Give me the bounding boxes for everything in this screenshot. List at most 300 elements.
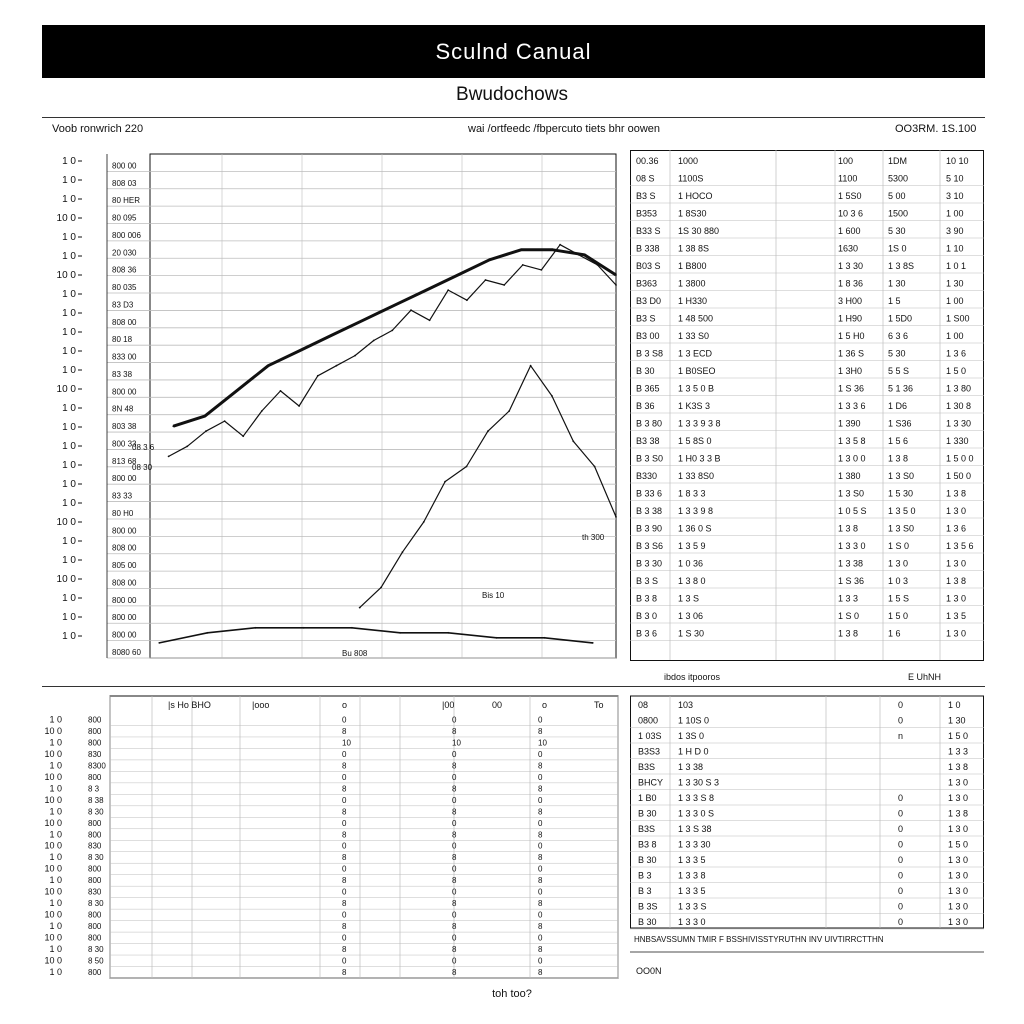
grid-row-label: 800	[88, 933, 102, 943]
ledger-cell: 1 30	[948, 715, 966, 726]
ledger-cell: 1 3 30 S 3	[678, 777, 720, 788]
ledger-cell: B 3 30	[636, 558, 663, 569]
ledger-cell: 1 330	[946, 436, 969, 446]
grid-cell: 0	[538, 933, 543, 943]
grid-cell: 8	[452, 853, 457, 863]
grid-cell: 8	[342, 830, 347, 840]
ledger-header-cell: 1000	[678, 156, 699, 166]
series-point-1	[541, 269, 543, 271]
grid-cell: 8	[342, 899, 347, 909]
grid-row-label: 8 30	[88, 853, 104, 863]
ledger-cell: 1 380	[838, 471, 861, 481]
grid-cell: 0	[538, 956, 543, 966]
series-point-1	[466, 299, 468, 301]
series-point-1	[429, 319, 431, 321]
ledger-cell: B 33 6	[636, 488, 663, 499]
ledger-cell: 1 3 5 6	[946, 541, 974, 551]
ledger-cell: B 3 S	[636, 576, 659, 586]
grid-cell: 8	[538, 968, 543, 977]
ledger-cell: B 3 S6	[636, 541, 664, 551]
grid-header-label: 00	[492, 700, 503, 710]
ledger-cell: 1 30	[888, 278, 906, 289]
series-point-0	[425, 289, 427, 291]
ledger-cell: 1 5 6	[888, 436, 909, 446]
y-tick-label: 10 0	[56, 270, 76, 281]
ledger-cell: 1 3 6	[946, 523, 967, 534]
grid-cell: 8	[342, 807, 347, 817]
ledger-cell: B 3 90	[636, 523, 663, 534]
ledger-cell: 1 3800	[678, 278, 706, 289]
series-point-0	[204, 415, 206, 417]
ledger-cell: B3 8	[638, 839, 657, 850]
series-line-0	[173, 250, 616, 426]
grid-cell: 0	[342, 933, 347, 943]
ledger-cell: 1 H330	[678, 296, 708, 306]
grid-y-tick: 10 0	[44, 840, 62, 851]
series-point-0	[552, 249, 554, 251]
ledger-header-cell: 1 0	[948, 700, 961, 710]
grid-y-tick: 10 0	[44, 932, 62, 943]
grid-row-label: 800	[88, 910, 102, 920]
y-tick-label: 1 0	[62, 612, 76, 623]
ledger-cell: B 3 38	[636, 506, 663, 516]
ledger-cell: 1 3 30	[838, 261, 864, 271]
meta-center: wai /ortfeedc /fbpercuto tiets bhr oowen	[468, 123, 660, 135]
ledger-header-cell: 1DM	[888, 156, 908, 166]
ledger-cell: B3S3	[638, 746, 661, 757]
grid-row-label: 8 30	[88, 945, 104, 955]
ledger-cell: 1 36 0 S	[678, 523, 712, 534]
ledger-cell: 1 5D0	[888, 313, 913, 324]
ledger-cell: 0	[898, 886, 904, 896]
ledger-cell: 5 30	[888, 226, 906, 236]
series-point-2	[572, 440, 574, 442]
grid-header-label: o	[542, 700, 548, 710]
grid-y-tick: 10 0	[44, 909, 62, 920]
series-point-1	[205, 430, 207, 432]
grid-cell: 8	[342, 761, 347, 771]
grid-y-tick: 1 0	[49, 898, 62, 909]
series-point-2	[402, 551, 404, 553]
ledger-cell: 0800	[638, 715, 659, 726]
ledger-cell: 1 3 0	[948, 870, 969, 881]
grid-cell: 0	[342, 795, 347, 805]
series-point-1	[354, 355, 356, 357]
row-label: 805 00	[112, 561, 137, 571]
grid-y-tick: 1 0	[49, 737, 62, 748]
ledger-cell: 1 6	[888, 628, 901, 639]
row-label: 803 38	[112, 422, 137, 432]
series-point-1	[280, 390, 282, 392]
ledger-cell: 1S 30 880	[678, 226, 720, 236]
grid-row-label: 800	[88, 772, 102, 782]
ledger-cell: 1 S36	[888, 418, 912, 429]
ledger-cell: 1 5S0	[838, 191, 862, 201]
ledger-cell: 1 3 0 0	[838, 453, 866, 464]
ledger-cell: 1 3 38	[678, 762, 704, 772]
grid-row-label: 800	[88, 864, 102, 874]
ledger-cell: 1 3H0	[838, 366, 863, 376]
bottom-left-grid-panel	[42, 690, 620, 980]
ledger-cell: 1 8S30	[678, 208, 707, 219]
grid-header-label: To	[594, 700, 604, 710]
grid-header-label: |00	[442, 700, 455, 710]
chart-annotation: Bu 808	[342, 649, 368, 658]
ledger-cell: 1 3 3 0	[838, 541, 866, 551]
grid-header-label: o	[342, 700, 348, 710]
grid-cell: 0	[538, 715, 543, 725]
series-point-0	[394, 304, 396, 306]
series-point-0	[362, 319, 364, 321]
grid-y-tick: 1 0	[49, 760, 62, 771]
ledger-cell: 1 3 3 5	[678, 855, 706, 865]
row-label: 800 00	[112, 630, 137, 640]
grid-cell: 8	[538, 922, 543, 932]
ledger-cell: 5 30	[888, 348, 906, 359]
row-label: 808 00	[112, 578, 137, 588]
y-tick-label: 1 0	[62, 536, 76, 547]
ledger-cell: 1 0 3	[888, 576, 909, 586]
grid-y-tick: 1 0	[49, 806, 62, 817]
grid-y-tick: 1 0	[49, 714, 62, 725]
row-label: 800 00	[112, 595, 137, 605]
grid-y-tick: 10 0	[44, 725, 62, 736]
grid-header-label: |s Ho BHO	[168, 700, 211, 710]
grid-y-tick: 10 0	[44, 794, 62, 805]
series-point-1	[597, 264, 599, 266]
chart-annotation: Bis 10	[482, 591, 505, 600]
ledger-cell: 1 5 0	[946, 366, 967, 376]
ledger-cell: 0	[898, 901, 904, 912]
ledger-cell: 1 3 5 0	[888, 506, 916, 516]
page-subtitle: Bwudochows	[456, 84, 568, 105]
series-point-1	[522, 264, 524, 266]
ledger-cell: 1 3 80	[946, 383, 972, 394]
right-ledger-panel	[630, 150, 984, 685]
ledger-cell: B3 S	[636, 313, 656, 324]
ledger-cell: 1 3 3 6	[838, 401, 866, 411]
y-tick-label: 10 0	[56, 213, 76, 224]
series-point-1	[298, 405, 300, 407]
y-tick-label: 10 0	[56, 384, 76, 395]
series-point-1	[615, 284, 617, 286]
ledger-cell: 1 3 0	[946, 506, 967, 516]
ledger-cell: 1100	[838, 173, 858, 184]
ledger-cell: 1 3 0	[948, 886, 969, 896]
series-point-3	[399, 632, 401, 634]
y-tick-label: 1 0	[62, 346, 76, 357]
ledger-cell: 1 50 0	[946, 471, 972, 481]
y-tick-label: 1 0	[62, 498, 76, 509]
grid-cell: 0	[538, 864, 543, 874]
series-point-1	[168, 456, 170, 458]
grid-cell: 8	[538, 807, 543, 817]
grid-cell: 8	[452, 899, 457, 909]
ledger-cell: B 338	[636, 243, 660, 254]
series-point-3	[255, 627, 257, 629]
ledger-cell: 1 3 0	[948, 793, 969, 803]
row-label: 8080 60	[112, 648, 141, 657]
ledger-cell: 1 3 0	[948, 855, 969, 865]
grid-y-tick: 10 0	[44, 771, 62, 782]
grid-row-label: 830	[88, 887, 102, 897]
ledger-cell: B3 38	[636, 436, 660, 446]
grid-header-label: |ooo	[252, 700, 270, 710]
ledger-cell: B 3S	[638, 901, 658, 912]
ledger-cell: 1 3 5 8	[838, 436, 866, 446]
grid-cell: 0	[452, 772, 457, 782]
row-label: 80 095	[112, 213, 137, 223]
grid-cell: 10	[538, 738, 547, 748]
ledger-cell: 1 3 5	[946, 611, 967, 621]
ledger-cell: 3 10	[946, 191, 964, 201]
ledger-cell: 5 10	[946, 173, 964, 184]
grid-cell: 8	[538, 945, 543, 955]
ledger-cell: B33 S	[636, 226, 661, 236]
y-tick-label: 1 0	[62, 441, 76, 452]
ledger-cell: 1 3 S0	[838, 488, 865, 499]
ledger-cell: 1 3 S 38	[678, 824, 712, 834]
row-label: 800 00	[112, 474, 137, 484]
grid-y-tick: 1 0	[49, 944, 62, 955]
ledger-cell: B3S	[638, 762, 656, 772]
ledger-cell: 1 8 36	[838, 278, 864, 289]
ledger-footer-right: E UhNH	[908, 672, 942, 682]
row-label: 8N 48	[112, 404, 134, 414]
ledger-cell: 1 390	[838, 418, 861, 429]
ledger-cell: 1 5	[888, 296, 901, 306]
series-point-0	[520, 249, 522, 251]
series-point-2	[487, 430, 489, 432]
grid-cell: 8	[342, 784, 347, 794]
grid-cell: 0	[452, 864, 457, 874]
ledger-cell: 1 5 0	[888, 611, 909, 621]
grid-cell: 0	[342, 956, 347, 966]
meta-left: Voob ronwrich 220	[52, 123, 144, 135]
ledger-cell: B3 D0	[636, 296, 662, 306]
row-label: 800 00	[112, 161, 137, 171]
grid-y-tick: 10 0	[44, 748, 62, 759]
grid-cell: 0	[342, 818, 347, 828]
row-label: 83 33	[112, 491, 133, 501]
grid-row-label: 800	[88, 726, 102, 736]
row-label: 833 00	[112, 352, 137, 362]
row-label: 80 HER	[112, 196, 141, 206]
y-tick-label: 1 0	[62, 308, 76, 319]
grid-row-label: 8 50	[88, 956, 104, 966]
ledger-cell: B 36	[636, 401, 655, 411]
y-tick-label: 1 0	[62, 555, 76, 566]
series-point-0	[236, 390, 238, 392]
grid-y-tick: 10 0	[44, 863, 62, 874]
ledger-cell: n	[898, 731, 904, 741]
row-label: 800 00	[112, 613, 137, 623]
series-line-1	[169, 245, 616, 457]
ledger-cell: B3 S	[636, 191, 656, 201]
ledger-footer-left: ibdos itpooros	[664, 672, 721, 682]
row-label: 808 36	[112, 265, 137, 275]
grid-cell: 8	[538, 761, 543, 771]
ledger-cell: 1630	[838, 243, 859, 254]
ledger-cell: 1 3 38	[838, 558, 864, 569]
ledger-cell: 1 3 0	[948, 901, 969, 912]
grid-cell: 0	[342, 715, 347, 725]
grid-cell: 8	[342, 853, 347, 863]
ledger-cell: 1 H0 3 3 B	[678, 453, 721, 464]
grid-y-tick: 10 0	[44, 886, 62, 897]
grid-cell: 0	[452, 749, 457, 759]
grid-cell: 0	[342, 910, 347, 920]
series-point-1	[261, 410, 263, 412]
ledger-cell: 1 3 8	[946, 576, 967, 586]
ledger-cell: 1 3 0	[948, 824, 969, 834]
ledger-cell: 1 00	[946, 296, 964, 306]
ledger-cell: B 3	[638, 886, 652, 896]
grid-cell: 8	[342, 876, 347, 886]
grid-row-label: 8 30	[88, 807, 104, 817]
y-tick-label: 1 0	[62, 327, 76, 338]
grid-row-label: 800	[88, 876, 102, 886]
ledger-cell: 1 H90	[838, 313, 863, 324]
grid-row-label: 8 30	[88, 899, 104, 909]
series-point-0	[172, 425, 174, 427]
y-tick-label: 1 0	[62, 156, 76, 167]
series-point-1	[317, 375, 319, 377]
ledger-cell: 1500	[888, 208, 909, 219]
ledger-cell: 1 48 500	[678, 313, 714, 324]
ledger-cell: 1 3 3	[948, 746, 969, 757]
ledger-cell: 1 3 8	[946, 488, 967, 499]
y-tick-label: 1 0	[62, 593, 76, 604]
ledger-cell: 0	[898, 870, 904, 881]
ledger-cell: 1 S00	[946, 313, 970, 324]
ledger-cell: B 30	[638, 855, 657, 865]
series-point-1	[186, 445, 188, 447]
grid-row-label: 800	[88, 715, 102, 725]
ledger-cell: 1 3 8	[838, 523, 859, 534]
grid-row-label: 800	[88, 738, 102, 748]
row-label: 800 00	[112, 387, 137, 397]
ledger-cell: 1 03S	[638, 731, 662, 741]
grid-cell: 0	[452, 715, 457, 725]
ledger-cell: B 30	[638, 917, 657, 927]
grid-row-label: 800	[88, 922, 102, 932]
series-point-0	[331, 335, 333, 337]
ledger-cell: 3 H00	[838, 296, 863, 306]
grid-row-label: 8 38	[88, 795, 104, 805]
y-tick-label: 1 0	[62, 232, 76, 243]
y-tick-label: 1 0	[62, 403, 76, 414]
grid-cell: 0	[342, 864, 347, 874]
grid-y-tick: 1 0	[49, 921, 62, 932]
grid-cell: 0	[538, 749, 543, 759]
ledger-cell: 1 3 8	[948, 808, 969, 819]
top-divider	[42, 117, 985, 118]
ledger-cell: 1 3 3 9 3 8	[678, 418, 721, 429]
series-point-1	[578, 254, 580, 256]
grid-cell: 8	[342, 922, 347, 932]
y-tick-label: 10 0	[56, 574, 76, 585]
ledger-cell: 1 5 8S 0	[678, 436, 712, 446]
ledger-header-cell: 103	[678, 700, 694, 710]
ledger-cell: 1 HOCO	[678, 191, 713, 201]
ledger-cell: 1 3 3 9 8	[678, 506, 714, 516]
ledger-cell: 1 3 3 30	[678, 839, 711, 850]
y-tick-label: 1 0	[62, 289, 76, 300]
series-point-0	[267, 365, 269, 367]
ledger-cell: 1 3 8	[888, 453, 909, 464]
row-label: 83 38	[112, 369, 133, 379]
ledger-cell: 1 3 3 0	[678, 917, 706, 927]
grid-cell: 0	[538, 910, 543, 920]
ledger-cell: B 365	[636, 383, 660, 394]
grid-cell: 8	[538, 853, 543, 863]
mid-divider	[42, 686, 985, 687]
ledger-cell: 1 10S 0	[678, 715, 710, 726]
series-point-1	[336, 365, 338, 367]
y-tick-label: 10 0	[56, 517, 76, 528]
grid-cell: 8	[452, 968, 457, 977]
series-point-3	[303, 627, 305, 629]
ledger-cell: 1 0 1	[946, 261, 967, 271]
ledger-cell: B 3	[638, 870, 652, 881]
grid-y-tick: 1 0	[49, 967, 62, 977]
y-tick-label: 1 0	[62, 479, 76, 490]
ledger-cell: B 3 S8	[636, 348, 664, 359]
ledger-cell: 1 33 S0	[678, 331, 710, 341]
ledger-cell: 1 33 8S0	[678, 471, 715, 481]
grid-cell: 0	[452, 818, 457, 828]
ledger-cell: 1 3S 0	[678, 731, 705, 741]
grid-cell: 8	[538, 876, 543, 886]
row-label: 800 00	[112, 526, 137, 536]
ledger-cell: 1 3 8S	[888, 261, 915, 271]
row-label: 813 68	[112, 456, 137, 466]
grid-cell: 0	[538, 818, 543, 828]
ledger-cell: B330	[636, 471, 658, 481]
ledger-cell: 1 00	[946, 208, 964, 219]
ledger-cell: 1 3 8	[838, 628, 859, 639]
footer-label: toh too?	[492, 988, 532, 1000]
ledger-cell: 1 3 3 8	[678, 870, 706, 881]
grid-cell: 8	[452, 784, 457, 794]
grid-cell: 0	[452, 841, 457, 851]
grid-y-tick: 10 0	[44, 955, 62, 966]
ledger-cell: B353	[636, 208, 658, 219]
grid-y-tick: 1 0	[49, 852, 62, 863]
ledger-cell: 1 S 36	[838, 383, 865, 394]
ledger-cell: 1 S 0	[838, 611, 860, 621]
ledger-cell: 1 600	[838, 226, 861, 236]
ledger-cell: 1 10	[946, 243, 964, 254]
series-point-2	[615, 516, 617, 518]
ledger-cell: 1 S 30	[678, 628, 705, 639]
ledger-cell: 1 3 3 S	[678, 901, 707, 912]
grid-cell: 8	[452, 876, 457, 886]
ledger-cell: 1 3 0	[948, 917, 969, 927]
grid-cell: 0	[452, 956, 457, 966]
grid-row-label: 8300	[88, 761, 106, 771]
ledger-cell: 0	[898, 793, 904, 803]
ledger-cell: 08 S	[636, 173, 655, 184]
ledger-cell: 1 3 ECD	[678, 348, 713, 359]
grid-cell: 8	[538, 899, 543, 909]
ledger-cell: 0	[898, 808, 904, 819]
series-point-1	[242, 435, 244, 437]
series-point-1	[503, 284, 505, 286]
row-label: 808 00	[112, 317, 137, 327]
ledger-cell: 1 3 0	[946, 593, 967, 604]
